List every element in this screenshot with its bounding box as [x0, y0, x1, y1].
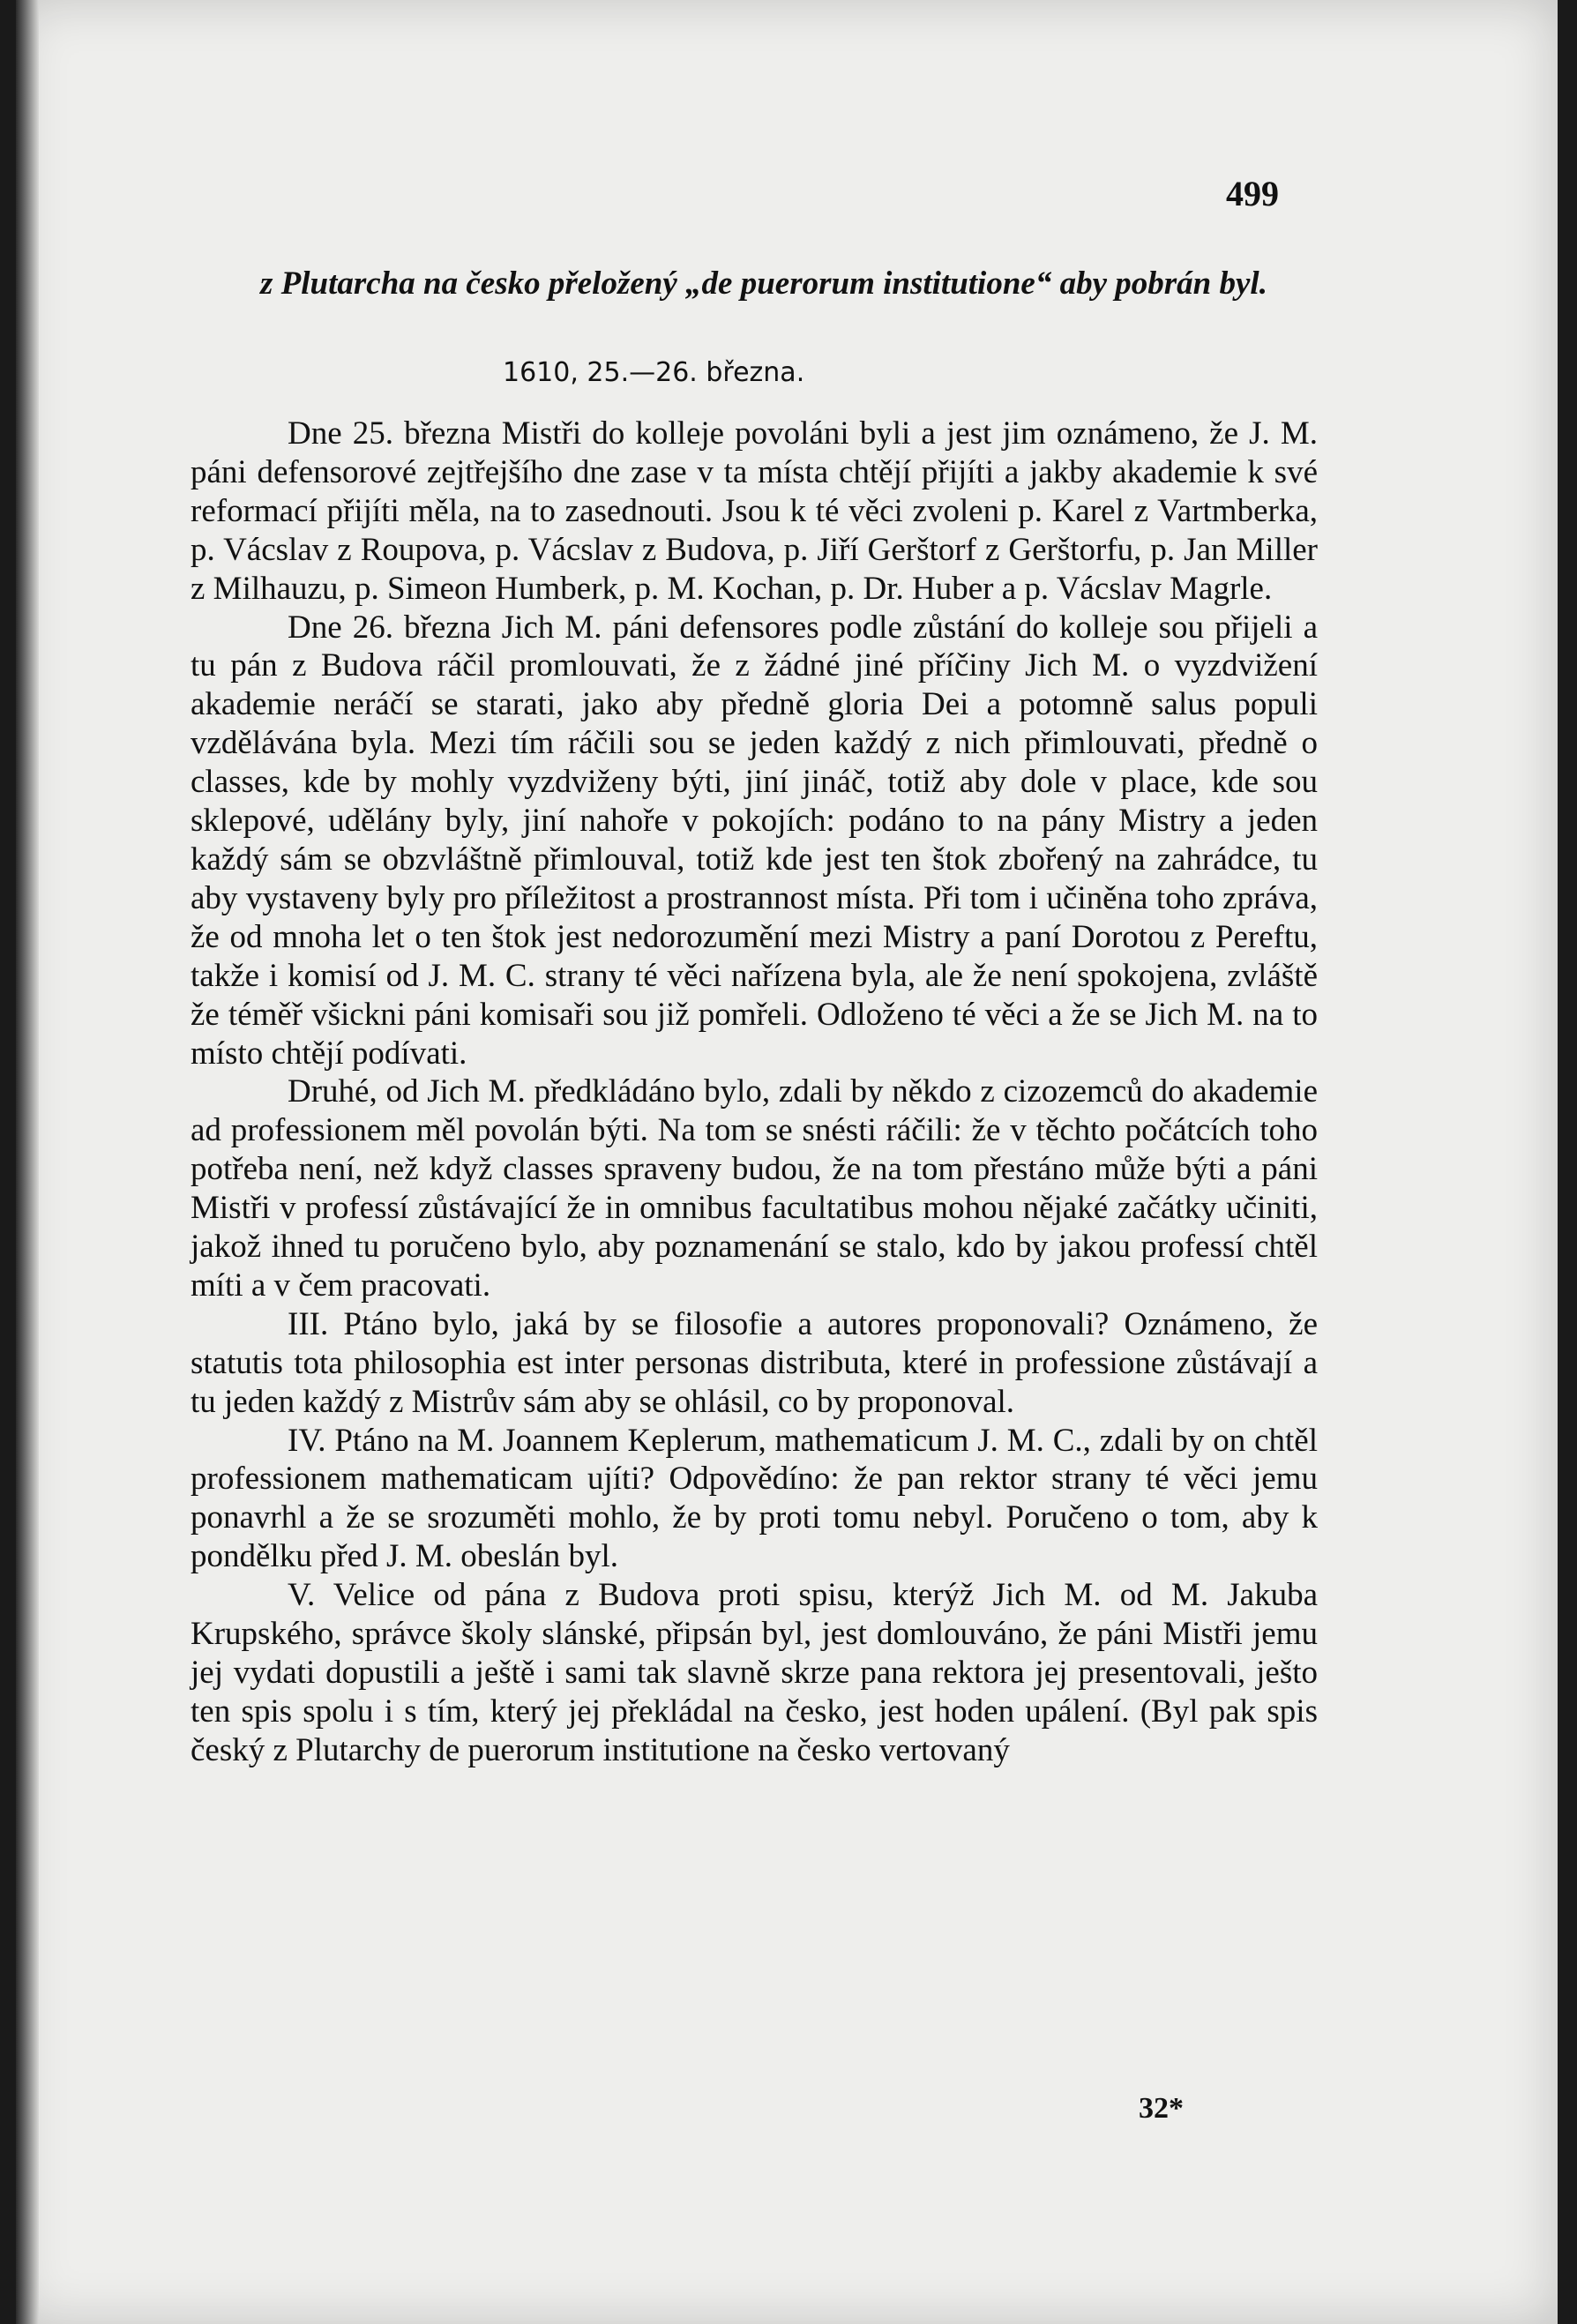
- paragraph: Dne 26. března Jich M. páni defensores podle zůstání do kolleje sou přijeli a tu pán z Budova ráčil promlouvati, že z žádné jiné příčiny Jich M. o vyzdvižení akademie neráčí se starati, jako aby předně gloria Dei a potomně salus populi vzdělávána byla. Mezi tím ráčili sou se jeden každý z nich přimlouvati, předně o classes, kde by mohly vyzdviženy býti, jiní jináč, totiž aby dole v place, kde sou sklepové, udělány byly, jiní nahoře v pokojích: podáno to na pány Mistry a jeden každý sám se obzvláštně přimlouval, totiž kde jest ten štok zbořený na zahrádce, tu aby vystaveny byly pro příležitost a prostrannost místa. Při tom i učiněna toho zpráva, že od mnoha let o ten štok jest nedorozumění mezi Mistry a paní Dorotou z Pereftu, takže i komisí od J. M. C. strany té věci nařízena byla, ale že není spokojena, zvláště že téměř všickni páni komisaři sou již pomřeli. Odloženo té věci a že se Jich M. na to místo chtějí podívati.: [191, 609, 1318, 1072]
- paragraph: III. Ptáno bylo, jaká by se filosofie a autores proponovali? Oznámeno, že statutis tota philosophia est inter personas distributa, které in professione zůstávají a tu jeden každý z Mistrův sám aby se ohlásil, co by proponoval.: [191, 1305, 1318, 1420]
- paragraph: Druhé, od Jich M. předkládáno bylo, zdali by někdo z cizozemců do akademie ad professionem měl povolán býti. Na tom se snésti ráčili: že v těchto počátcích toho potřeba není, než když classes spraveny budou, že na tom přestáno může býti a páni Mistři v professí zůstávající že in omnibus facultatibus mohou nějaké začátky učiniti, jakož ihned tu poručeno bylo, aby poznamenání se stalo, kdo by jakou professí chtěl míti a v čem pracovati.: [191, 1073, 1318, 1304]
- book-page: [16, 0, 1558, 2324]
- date-line: 1610, 25.—26. března.: [503, 357, 805, 388]
- section-heading: z Plutarcha na česko přeložený „de puerorum institutione“ aby pobrán byl.: [260, 265, 1267, 302]
- paragraph: Dne 25. března Mistři do kolleje povoláni byli a jest jim oznámeno, že J. M. páni defensorové zejtřejšího dne zase v ta místa chtějí přijíti a jakby akademie k své reformací přijíti měla, na to zasednouti. Jsou k té věci zvoleni p. Karel z Vartmberka, p. Vácslav z Roupova, p. Vácslav z Budova, p. Jiří Gerštorf z Gerštorfu, p. Jan Miller z Milhauzu, p. Simeon Humberk, p. M. Kochan, p. Dr. Huber a p. Vácslav Magrle.: [191, 415, 1318, 607]
- body-text: [191, 415, 1318, 1770]
- signature-mark: 32*: [1139, 2092, 1184, 2125]
- paragraph: IV. Ptáno na M. Joannem Keplerum, mathematicum J. M. C., zdali by on chtěl professionem mathematicam ujíti? Odpovědíno: že pan rektor strany té věci jemu ponavrhl a že se srozuměti mohlo, že by proti tomu nebyl. Poručeno o tom, aby k pondělku před J. M. obeslán byl.: [191, 1422, 1318, 1575]
- page-number: 499: [1226, 174, 1279, 213]
- book-spine: [16, 0, 39, 2324]
- paragraph: V. Velice od pána z Budova proti spisu, kterýž Jich M. od M. Jakuba Krupského, správce školy slánské, připsán byl, jest domlouváno, že páni Mistři jemu jej vydati dopustili a ještě i sami tak slavně skrze pana rektora jej presentovali, ješto ten spis spolu i s tím, který jej překládal na česko, jest hoden upálení. (Byl pak spis český z Plutarchy de puerorum institutione na česko vertovaný: [191, 1577, 1318, 1768]
